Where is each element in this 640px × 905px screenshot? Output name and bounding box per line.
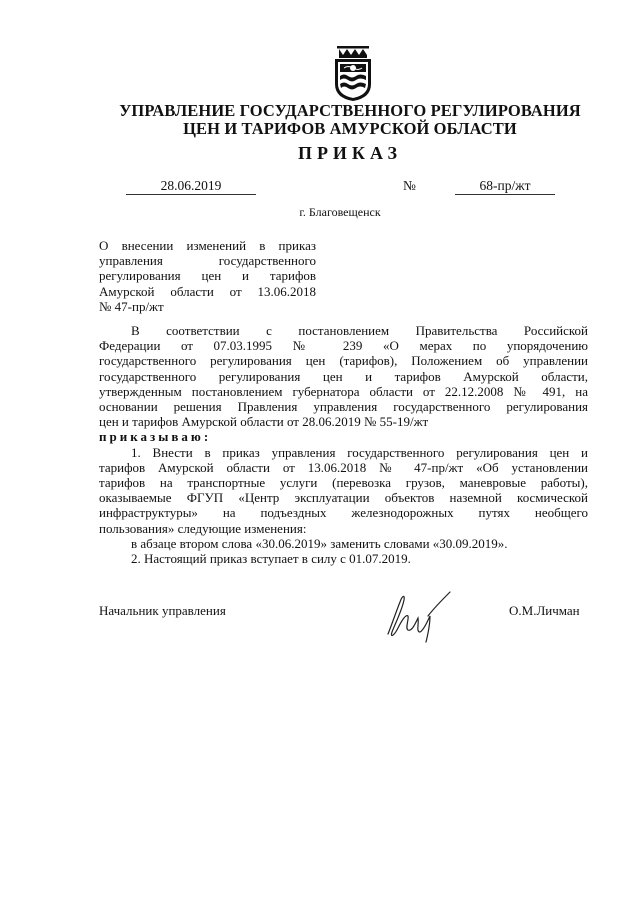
document-subject bbox=[99, 238, 316, 314]
document-date: 28.06.2019 bbox=[126, 177, 256, 195]
item1-line: 1. Внести в приказ управления государственного регулирования цен и bbox=[131, 444, 588, 460]
preamble-line: государственного регулирования цен и тарифов Амурской области, bbox=[99, 368, 588, 384]
subject-line: регулирования цен и тарифов bbox=[99, 268, 316, 284]
item1-line: тарифов Амурской области от 13.06.2018 № 47-пр/жт «Об установлении bbox=[99, 459, 588, 475]
item1-line: пользования» следующие изменения: bbox=[99, 520, 307, 536]
subject-line: № 47-пр/жт bbox=[99, 298, 164, 314]
preamble-line: В соответствии с постановлением Правительства Российской bbox=[131, 323, 588, 338]
preamble-line: государственного регулирования цен (тарифов), Положением об управлении bbox=[99, 353, 588, 369]
subject-line: О внесении изменений в приказ bbox=[99, 238, 316, 253]
org-name-line2: ЦЕН И ТАРИФОВ АМУРСКОЙ ОБЛАСТИ bbox=[183, 119, 517, 138]
preamble-line: утвержденным постановлением губернатора области от 22.12.2008 № 491, на bbox=[99, 383, 588, 399]
item2-text: 2. Настоящий приказ вступает в силу с 01.07.2019. bbox=[131, 551, 411, 567]
document-type-title: ПРИКАЗ bbox=[297, 143, 403, 163]
signer-position: Начальник управления bbox=[99, 603, 226, 618]
document-body bbox=[99, 323, 588, 566]
org-name-line1: УПРАВЛЕНИЕ ГОСУДАРСТВЕННОГО РЕГУЛИРОВАНИЯ bbox=[119, 101, 581, 120]
preamble-line: Федерации от 07.03.1995 № 239 «О мерах по упорядочению bbox=[99, 338, 588, 354]
number-sign: № bbox=[403, 178, 416, 193]
preamble-line: основании решения Правления управления государственного регулирования bbox=[99, 399, 588, 415]
subject-line: управления государственного bbox=[99, 253, 316, 269]
item1-line: инфраструктуры» на подъездных железнодорожных путях необщего bbox=[99, 505, 588, 521]
document-number: 68-пр/жт bbox=[455, 177, 555, 195]
change-text: в абзаце втором слова «30.06.2019» заменить словами «30.09.2019». bbox=[131, 535, 508, 551]
item1-line: тарифов на транспортные услуги (перевозка грузов, маневровые работы), bbox=[99, 475, 588, 491]
handwritten-signature-icon bbox=[378, 586, 458, 646]
item1-line: оказываемые ФГУП «Центр эксплуатации объектов наземной космической bbox=[99, 490, 588, 506]
preamble-line: цен и тарифов Амурской области от 28.06.2019 № 55-19/жт bbox=[99, 414, 429, 430]
amur-region-coat-of-arms-icon bbox=[331, 44, 375, 102]
order-word: приказываю: bbox=[99, 429, 212, 445]
city: г. Благовещенск bbox=[299, 205, 381, 219]
subject-line: Амурской области от 13.06.2018 bbox=[99, 283, 316, 299]
signer-name: О.М.Личман bbox=[509, 603, 580, 618]
